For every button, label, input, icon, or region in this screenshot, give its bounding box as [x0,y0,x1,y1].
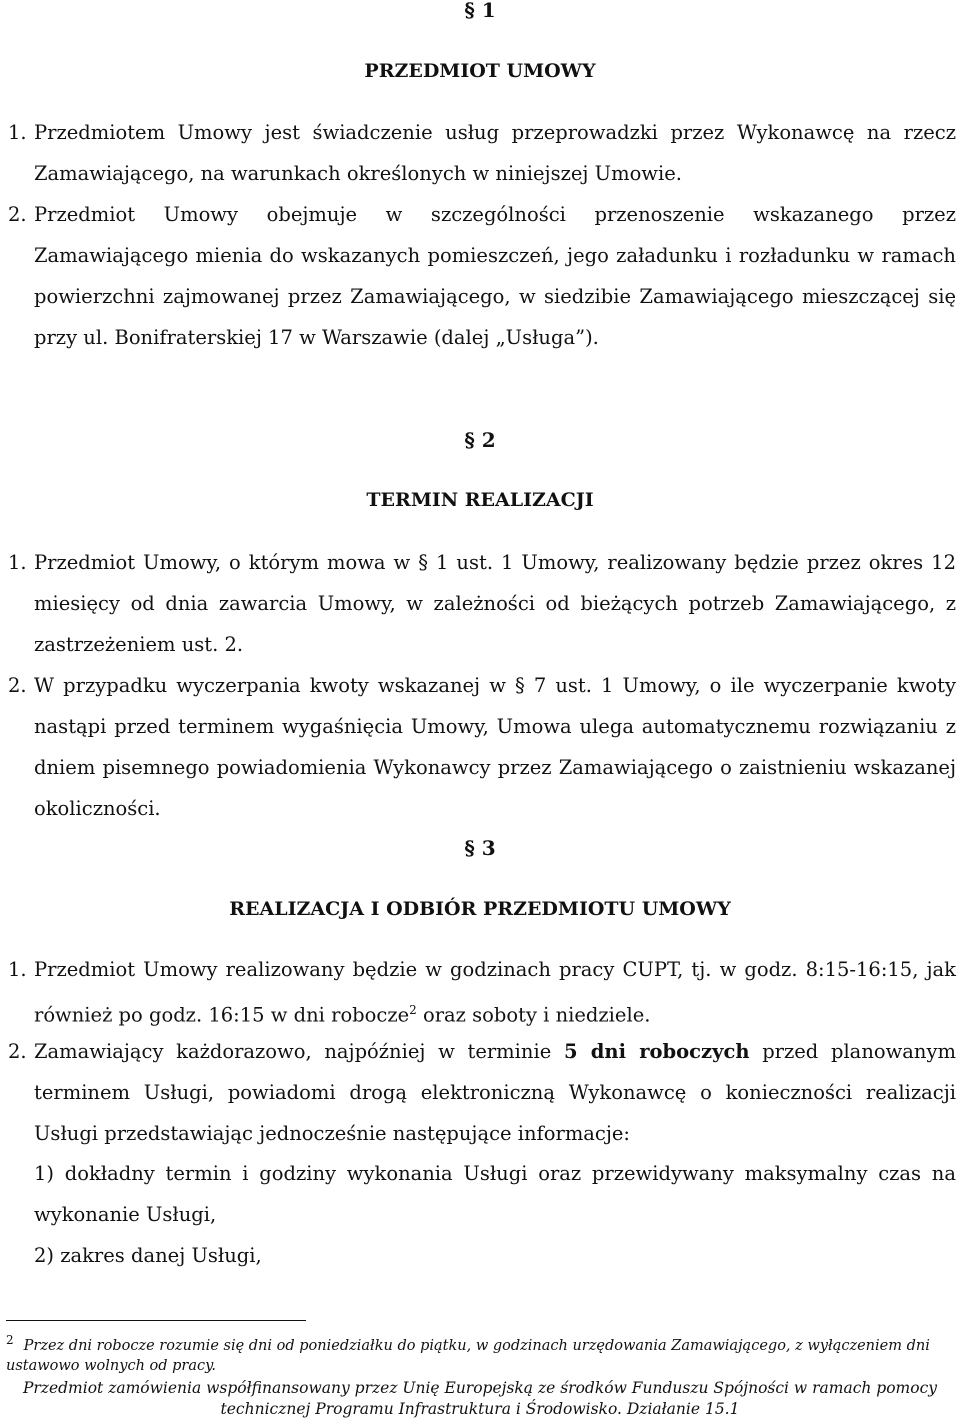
footnote-reference[interactable]: 2 [409,1003,417,1017]
bold-deadline: 5 dni roboczych [563,1040,750,1063]
section-3-item-2 [8,1031,956,1154]
footnote-mark: 2 [6,1333,14,1347]
section-3-subitem-1: 1) dokładny termin i godziny wykonania Usługi oraz przewidywany maksymalny czas na wykonanie Usługi, [34,1162,956,1226]
item-text-part: przed planowanym terminem Usługi, powiadomi drogą elektroniczną Wykonawcę o konieczności realizacji Usługi przedstawiając jednocześnie następujące informacje: [34,1040,956,1145]
section-3-item-1 [8,949,956,1036]
item-number: 1. [8,958,27,981]
item-number: 1. [8,121,27,144]
item-text-part: Przedmiot Umowy realizowany będzie w godzinach pracy CUPT, tj. w godz. 8:15-16:15, jak również po godz. 16:15 w dni robocze [34,958,956,1027]
item-text-part: Zamawiający każdorazowo, najpóźniej w terminie [34,1040,564,1063]
section-2-item-2 [8,665,956,829]
section-2-mark: § 2 [464,428,496,452]
section-2-title: TERMIN REALIZACJI [366,489,594,511]
item-number: 2. [8,1040,27,1063]
funding-footer [0,1378,960,1420]
funding-line-1: Przedmiot zamówienia współfinansowany przez Unię Europejską ze środków Funduszu Spójności w ramach pomocy [22,1379,938,1397]
item-number: 2. [8,203,27,226]
item-text: Przedmiot Umowy obejmuje w szczególności przenoszenie wskazanego przez Zamawiającego mienia do wskazanych pomieszczeń, jego załadunku i rozładunku w ramach powierzchni zajmowanej przez Zamawiającego, w siedzibie Zamawiającego mieszczącej się przy ul. Bonifraterskiej 17 w Warszawie (dalej „Usługa”). [34,203,956,349]
item-number: 2. [8,674,27,697]
section-1-item-2 [8,194,956,358]
footnote [6,1330,956,1376]
item-text: Przedmiotem Umowy jest świadczenie usług przeprowadzki przez Wykonawcę na rzecz Zamawiającego, na warunkach określonych w niniejszej Umowie. [34,121,956,185]
item-text [34,1031,956,1154]
item-text: Przedmiot Umowy, o którym mowa w § 1 ust. 1 Umowy, realizowany będzie przez okres 12 miesięcy od dnia zawarcia Umowy, w zależności od bieżących potrzeb Zamawiającego, z zastrzeżeniem ust. 2. [34,551,956,656]
section-3-title: REALIZACJA I ODBIÓR PRZEDMIOTU UMOWY [229,898,731,920]
footnote-text: Przez dni robocze rozumie się dni od poniedziałku do piątku, w godzinach urzędowania Zamawiającego, z wyłączeniem dni ustawowo wolnych od pracy. [6,1337,930,1374]
item-number: 1. [8,551,27,574]
section-3-subitem-2: 2) zakres danej Usługi, [34,1244,262,1267]
item-text [34,949,956,1036]
section-2-item-1 [8,542,956,665]
footnote-separator [6,1320,306,1321]
item-text-part: oraz soboty i niedziele. [416,1003,651,1027]
item-text: W przypadku wyczerpania kwoty wskazanej w § 7 ust. 1 Umowy, o ile wyczerpanie kwoty nastąpi przed terminem wygaśnięcia Umowy, Umowa ulega automatycznemu rozwiązaniu z dniem pisemnego powiadomienia Wykonawcy przez Zamawiającego o zaistnieniu wskazanej okoliczności. [34,674,956,820]
funding-line-2: technicznej Programu Infrastruktura i Środowisko. Działanie 15.1 [220,1400,740,1418]
section-1-item-1 [8,112,956,194]
section-1-title: PRZEDMIOT UMOWY [364,60,596,82]
section-1-mark: § 1 [464,0,496,22]
section-3-mark: § 3 [464,836,496,860]
